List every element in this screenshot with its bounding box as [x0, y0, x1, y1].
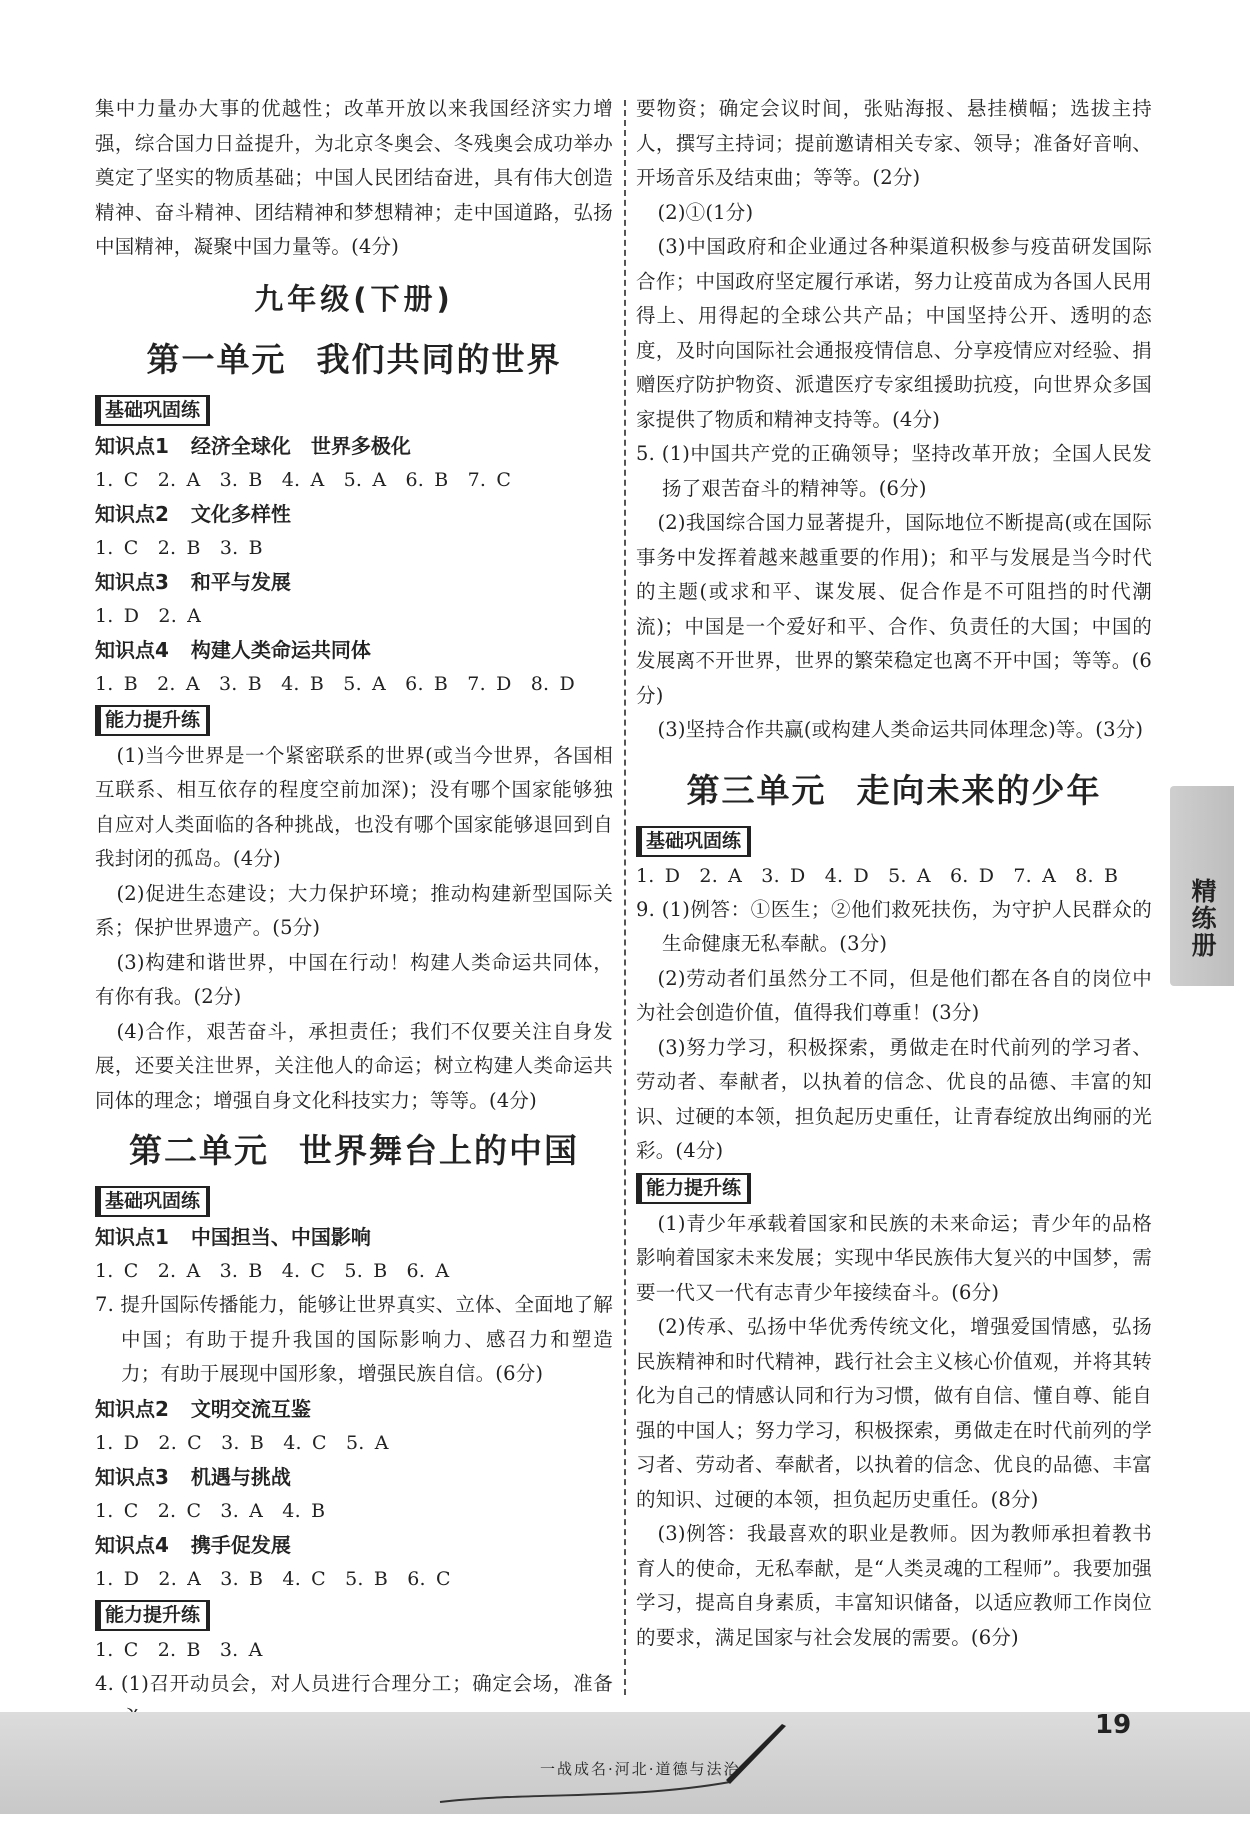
- unit3-title: [636, 762, 1152, 820]
- unit1-kp4: [95, 633, 613, 668]
- unit2-kp4: [95, 1528, 613, 1563]
- unit2-kp4-answers: 1. D 2. A 3. B 4. C 5. B 6. C: [95, 1567, 451, 1590]
- kp-title: 中国担当、中国影响: [190, 1225, 371, 1249]
- unit2-kp2: [95, 1392, 613, 1427]
- q4-part2: (2)①(1分): [657, 200, 754, 224]
- unit3-basic-label: 基础巩固练: [636, 826, 751, 857]
- kp-number: 知识点2: [95, 501, 169, 526]
- unit3-name: 走向未来的少年: [856, 770, 1102, 810]
- unit2-ability-label: 能力提升练: [95, 1600, 210, 1631]
- kp-number: 知识点1: [95, 433, 169, 458]
- kp-title: 机遇与挑战: [190, 1464, 291, 1489]
- kp-title: 携手促发展: [190, 1532, 291, 1557]
- unit1-number: 第一单元: [146, 339, 287, 379]
- unit1-ability-4: (4)合作，艰苦奋斗，承担责任；我们不仅要关注自身发展，还要关注世界，关注他人的命运；树立构建人类命运共同体的理念；增强自身文化科技实力；等等。(4分): [95, 1019, 613, 1112]
- unit3-ability-2: (2)传承、弘扬中华优秀传统文化，增强爱国情感，弘扬民族精神和时代精神，践行社会主义核心价值观，并将其转化为自己的情感认同和行为习惯，做有自信、懂自尊、能自强的中国人；努力学习，积极探索，勇做走在时代前列的学习者、劳动者、奉献者，以执着的信念、优良的品德、丰富的知识、过硬的本领，担负起历史重任。(8分): [636, 1315, 1152, 1511]
- unit3-ability-3: (3)例答：我最喜欢的职业是教师。因为教师承担着教书育人的使命，无私奉献，是“人类灵魂的工程师”。我要加强学习，提高自身素质，丰富知识储备，以适应教师工作岗位的要求，满足国家与社会发展的需要。(6分): [636, 1522, 1152, 1649]
- unit2-title: [95, 1122, 613, 1180]
- unit3-q9-part2: (2)劳动者们虽然分工不同，但是他们都在各自的岗位中为社会创造价值，值得我们尊重！(3分): [636, 966, 1152, 1024]
- unit1-ability-2: (2)促进生态建设；大力保护环境；推动构建新型国际关系；保护世界遗产。(5分): [95, 881, 613, 939]
- intro-paragraph: 集中力量办大事的优越性；改革开放以来我国经济实力增强，综合国力日益提升，为北京冬奥会、冬残奥会成功举办奠定了坚实的物质基础；中国人民团结奋进，具有伟大创造精神、奋斗精神、团结精神和梦想精神；走中国道路，弘扬中国精神，凝聚中国力量等。(4分): [95, 97, 613, 258]
- unit2-name: 世界舞台上的中国: [299, 1131, 579, 1170]
- unit1-ability-1: (1)当今世界是一个紧密联系的世界(或当今世界，各国相互联系、相互依存的程度空前加深)；没有哪个国家能够独自应对人类面临的各种挑战，也没有哪个国家能够退回到自我封闭的孤岛。(4分): [95, 743, 613, 870]
- kp-title: 和平与发展: [190, 569, 291, 594]
- q5-part1: 5. (1)中国共产党的正确领导；坚持改革开放；全国人民发扬了艰苦奋斗的精神等。(6分): [636, 442, 1152, 500]
- unit2-q7: 7. 提升国际传播能力，能够让世界真实、立体、全面地了解中国；有助于提升我国的国际影响力、感召力和塑造力；有助于展现中国形象，增强民族自信。(6分): [95, 1293, 613, 1385]
- kp-number: 知识点1: [95, 1225, 169, 1249]
- unit1-ability-3: (3)构建和谐世界，中国在行动！构建人类命运共同体，有你有我。(2分): [95, 950, 613, 1008]
- unit3-answers: 1. D 2. A 3. D 4. D 5. A 6. D 7. A 8. B: [636, 864, 1119, 887]
- side-tab: [1170, 786, 1234, 986]
- kp-number: 知识点4: [95, 637, 169, 662]
- column-divider: [624, 100, 626, 1695]
- unit1-kp1-answers: 1. C 2. A 3. B 4. A 5. A 6. B 7. C: [95, 468, 512, 491]
- unit2-number: 第二单元: [129, 1131, 269, 1170]
- grade-title: 九年级(下册): [254, 281, 454, 316]
- kp-title: 构建人类命运共同体: [190, 637, 371, 662]
- kp-number: 知识点4: [95, 1532, 169, 1557]
- unit1-kp3: [95, 565, 613, 600]
- side-tab-label: 精练册: [1188, 878, 1217, 959]
- page-number: 19: [1095, 1710, 1132, 1740]
- q4-part3: (3)中国政府和企业通过各种渠道积极参与疫苗研发国际合作；中国政府坚定履行承诺，努力让疫苗成为各国人民用得上、用得起的全球公共产品；中国坚持公开、透明的态度，及时向国际社会通报疫情信息、分享疫情应对经验、捐赠医疗防护物资、派遣医疗专家组援助抗疫，向世界众多国家提供了物质和精神支持等。(4分): [636, 235, 1152, 431]
- unit1-kp4-answers: 1. B 2. A 3. B 4. B 5. A 6. B 7. D 8. D: [95, 672, 575, 695]
- unit3-number: 第三单元: [686, 770, 827, 810]
- unit2-kp3: [95, 1460, 613, 1495]
- unit3-q9-part3: (3)努力学习，积极探索，勇做走在时代前列的学习者、劳动者、奉献者，以执着的信念、优良的品德、丰富的知识、过硬的本领，担负起历史重任，让青春绽放出绚丽的光彩。(4分): [636, 1035, 1152, 1162]
- unit1-name: 我们共同的世界: [316, 339, 562, 379]
- unit3-q9-part1: 9. (1)例答：①医生；②他们救死扶伤，为守护人民群众的生命健康无私奉献。(3分): [636, 897, 1152, 955]
- unit2-ability-answers: 1. C 2. B 3. A: [95, 1638, 263, 1661]
- unit1-kp2: [95, 497, 613, 532]
- unit1-kp2-answers: 1. C 2. B 3. B: [95, 536, 263, 559]
- unit2-kp3-answers: 1. C 2. C 3. A 4. B: [95, 1499, 326, 1522]
- unit1-title: [95, 331, 613, 389]
- unit2-kp1-answers: 1. C 2. A 3. B 4. C 5. B 6. A: [95, 1260, 450, 1282]
- unit2-kp1: [95, 1220, 613, 1255]
- kp-number: 知识点3: [95, 1464, 169, 1489]
- q5-part2: (2)我国综合国力显著提升，国际地位不断提高(或在国际事务中发挥着越来越重要的作用)；和平与发展是当今时代的主题(或求和平、谋发展、促合作是不可阻挡的时代潮流)；中国是一个爱好和平、合作、负责任的大国；中国的发展离不开世界，世界的繁荣稳定也离不开中国；等等。(6分): [636, 511, 1152, 707]
- unit2-q4-start: 4. (1)召开动员会，对人员进行合理分工；确定会场，准备: [95, 1671, 613, 1695]
- unit1-kp1: [95, 429, 613, 464]
- kp-title: 文化多样性: [190, 501, 291, 526]
- left-column: [95, 92, 613, 1736]
- unit2-basic-label: 基础巩固练: [95, 1186, 210, 1217]
- unit1-basic-label: 基础巩固练: [95, 395, 210, 426]
- unit1-kp3-answers: 1. D 2. A: [95, 604, 202, 627]
- kp-number: 知识点3: [95, 569, 169, 594]
- unit3-ability-label: 能力提升练: [636, 1173, 751, 1204]
- q5-part3: (3)坚持合作共赢(或构建人类命运共同体理念)等。(3分): [657, 718, 1144, 741]
- kp-number: 知识点2: [95, 1396, 169, 1421]
- right-column: [636, 92, 1152, 1655]
- unit3-ability-1: (1)青少年承载着国家和民族的未来命运；青少年的品格影响着国家未来发展；实现中华民族伟大复兴的中国梦，需要一代又一代有志青少年接续奋斗。(6分): [636, 1211, 1152, 1304]
- q4-continued: 要物资；确定会议时间，张贴海报、悬挂横幅；选拔主持人，撰写主持词；提前邀请相关专家、领导；准备好音响、开场音乐及结束曲；等等。(2分): [636, 97, 1152, 189]
- kp-title: 文明交流互鉴: [190, 1396, 311, 1421]
- unit1-ability-label: 能力提升练: [95, 705, 210, 736]
- footer-text: 一战成名·河北·道德与法治: [540, 1760, 741, 1778]
- kp-title: 经济全球化 世界多极化: [190, 433, 411, 458]
- unit2-kp2-answers: 1. D 2. C 3. B 4. C 5. A: [95, 1431, 389, 1454]
